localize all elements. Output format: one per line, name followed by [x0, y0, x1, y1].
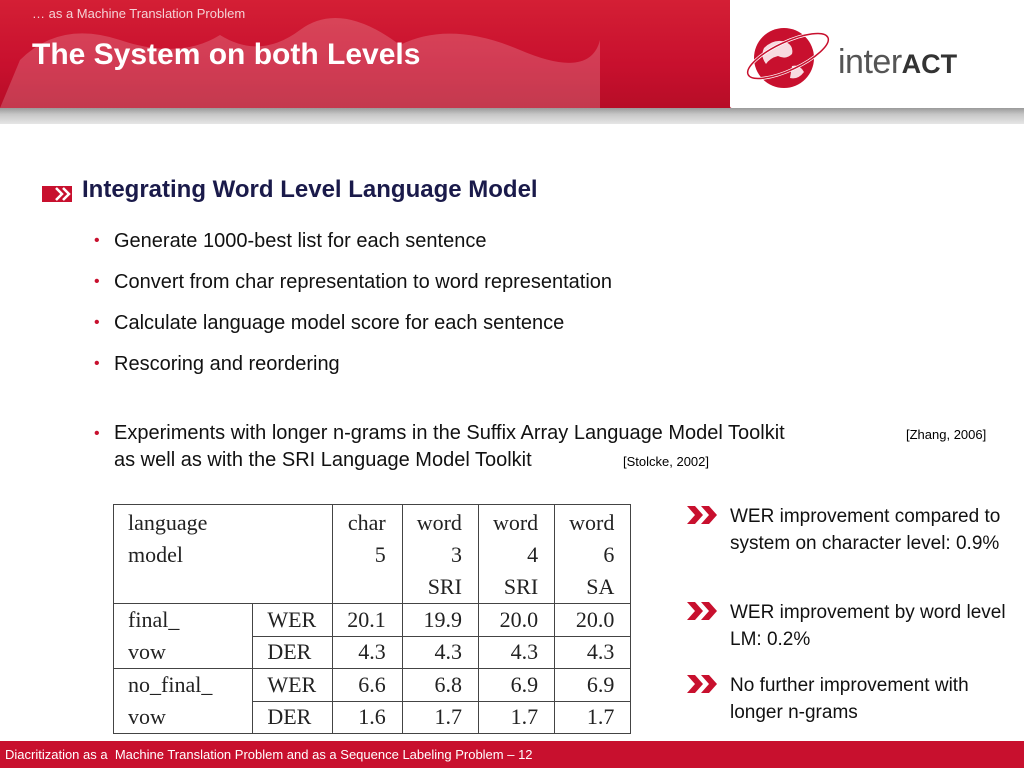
- column-header: word 6 SA: [555, 505, 631, 604]
- bullet-dot-icon: •: [94, 232, 100, 249]
- group-label: no_final_ vow: [114, 669, 253, 734]
- experiment-line-2: as well as with the SRI Language Model Toolkit: [114, 449, 532, 471]
- globe-icon: [742, 20, 834, 92]
- table-header-label: language model: [114, 505, 333, 604]
- bullet-dot-icon: •: [94, 273, 100, 290]
- table-cell: 6.8: [402, 669, 478, 702]
- bullet-list: [94, 229, 612, 393]
- slide-footer: [0, 741, 1024, 768]
- logo-text: interACT: [838, 43, 958, 81]
- note-wer-char-level: WER improvement compared to system on character level: 0.9%: [730, 506, 1001, 554]
- experiment-bullet: [94, 420, 1024, 474]
- double-chevron-icon: [42, 186, 72, 202]
- table-cell: 20.1: [333, 604, 403, 637]
- table-cell: 4.3: [555, 636, 631, 669]
- list-item: • Convert from char representation to word representation: [94, 271, 613, 293]
- slide-header: [0, 0, 1024, 108]
- metric-label: DER: [253, 701, 333, 734]
- table-row: [114, 604, 631, 637]
- table-cell: 19.9: [402, 604, 478, 637]
- metric-label: DER: [253, 636, 333, 669]
- table-cell: 1.7: [478, 701, 554, 734]
- list-item: • Rescoring and reordering: [94, 353, 340, 375]
- metric-label: WER: [253, 604, 333, 637]
- table-cell: 4.3: [402, 636, 478, 669]
- bullet-dot-icon: •: [94, 314, 100, 331]
- bullet-dot-icon: •: [94, 425, 100, 442]
- list-item: • Calculate language model score for each sentence: [94, 312, 565, 334]
- section-title: Integrating Word Level Language Model: [82, 176, 538, 203]
- note-wer-word-lm: WER improvement by word level LM: 0.2%: [730, 602, 1006, 650]
- experiment-line-1: Experiments with longer n-grams in the Suffix Array Language Model Toolkit: [114, 422, 785, 444]
- interact-logo: [730, 0, 1024, 108]
- double-arrow-icon: [687, 602, 719, 620]
- citation-stolcke: [Stolcke, 2002]: [623, 454, 709, 469]
- note-no-improvement: No further improvement with longer n-grams: [730, 675, 969, 723]
- citation-zhang: [Zhang, 2006]: [906, 427, 987, 442]
- table-header-row: [114, 505, 631, 604]
- group-label: final_ vow: [114, 604, 253, 669]
- slide-kicker: … as a Machine Translation Problem: [32, 6, 246, 21]
- column-header: word 4 SRI: [478, 505, 554, 604]
- table-cell: 1.7: [402, 701, 478, 734]
- footer-text: Diacritization as a Machine Translation Problem and as a Sequence Labeling Problem – 12: [5, 747, 533, 762]
- table-cell: 4.3: [333, 636, 403, 669]
- column-header: char 5: [333, 505, 403, 604]
- table-cell: 20.0: [555, 604, 631, 637]
- table-cell: 1.6: [333, 701, 403, 734]
- table-cell: 4.3: [478, 636, 554, 669]
- column-header: word 3 SRI: [402, 505, 478, 604]
- table-row: [114, 669, 631, 702]
- table-cell: 1.7: [555, 701, 631, 734]
- header-divider: [0, 108, 1024, 124]
- metric-label: WER: [253, 669, 333, 702]
- slide-title: The System on both Levels: [32, 38, 421, 71]
- double-arrow-icon: [687, 506, 719, 524]
- list-item: • Generate 1000-best list for each sentence: [94, 230, 487, 252]
- double-arrow-icon: [687, 675, 719, 693]
- table-cell: 6.9: [478, 669, 554, 702]
- table-cell: 6.9: [555, 669, 631, 702]
- table-cell: 6.6: [333, 669, 403, 702]
- table-cell: 20.0: [478, 604, 554, 637]
- results-table: [113, 504, 631, 734]
- bullet-dot-icon: •: [94, 355, 100, 372]
